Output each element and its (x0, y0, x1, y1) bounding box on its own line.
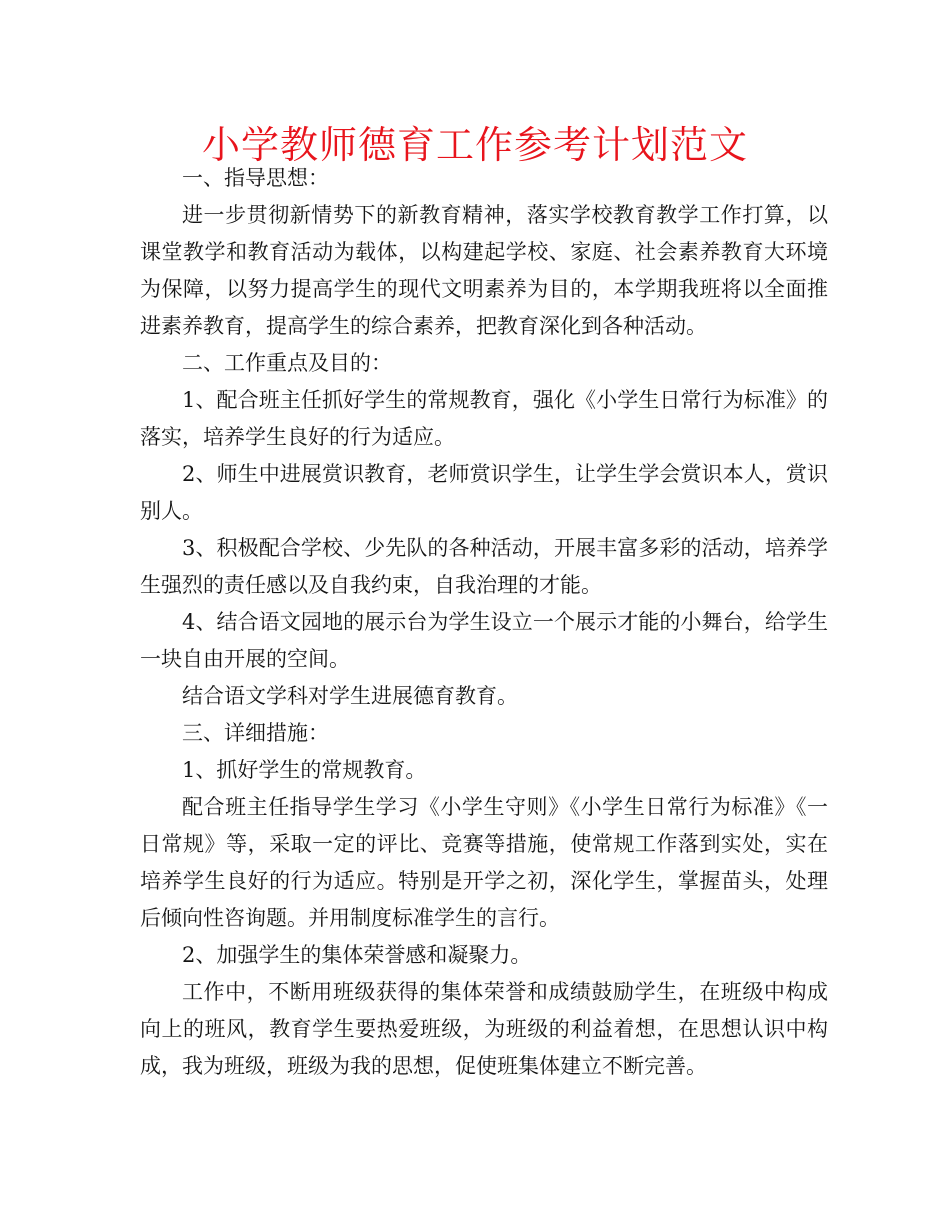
paragraph-focus-5: 结合语文学科对学生进展德育教育。 (182, 684, 518, 708)
paragraph-measure-1: 配合班主任指导学生学习《小学生守则》《小学生日常行为标准》《一日常规》等，采取一定的评比、竞赛等措施，使常规工作落到实处，实在培养学生良好的行为适应。特别是开学之初，深化学生，掌握苗头，处理后倾向性咨询题。并用制度标准学生的言行。 (140, 795, 828, 930)
heading-work-focus: 二、工作重点及目的： (182, 351, 392, 375)
paragraph-focus-4: 4、结合语文园地的展示台为学生设立一个展示才能的小舞台，给学生一块自由开展的空间。 (140, 610, 828, 671)
heading-measures: 三、详细措施： (182, 721, 329, 745)
paragraph-focus-1: 1、配合班主任抓好学生的常规教育，强化《小学生日常行为标准》的落实，培养学生良好的行为适应。 (140, 388, 828, 449)
heading-guiding-thought: 一、指导思想： (182, 166, 329, 190)
paragraph-measure-2: 工作中，不断用班级获得的集体荣誉和成绩鼓励学生，在班级中构成向上的班风，教育学生要热爱班级，为班级的利益着想，在思想认识中构成，我为班级，班级为我的思想，促使班集体建立不断完善。 (140, 980, 828, 1078)
document-title: 小学教师德育工作参考计划范文 (201, 123, 748, 167)
paragraph-focus-3: 3、积极配合学校、少先队的各种活动，开展丰富多彩的活动，培养学生强烈的责任感以及自我约束，自我治理的才能。 (140, 536, 828, 597)
subheading-measure-2: 2、加强学生的集体荣誉感和凝聚力。 (182, 943, 532, 967)
paragraph-guiding-thought: 进一步贯彻新情势下的新教育精神，落实学校教育教学工作打算，以课堂教学和教育活动为载体，以构建起学校、家庭、社会素养教育大环境为保障，以努力提高学生的现代文明素养为目的，本学期我班将以全面推进素养教育，提高学生的综合素养，把教育深化到各种活动。 (140, 203, 828, 338)
subheading-measure-1: 1、抓好学生的常规教育。 (182, 758, 427, 782)
document-body (140, 160, 828, 1085)
paragraph-focus-2: 2、师生中进展赏识教育，老师赏识学生，让学生学会赏识本人，赏识别人。 (140, 462, 828, 523)
